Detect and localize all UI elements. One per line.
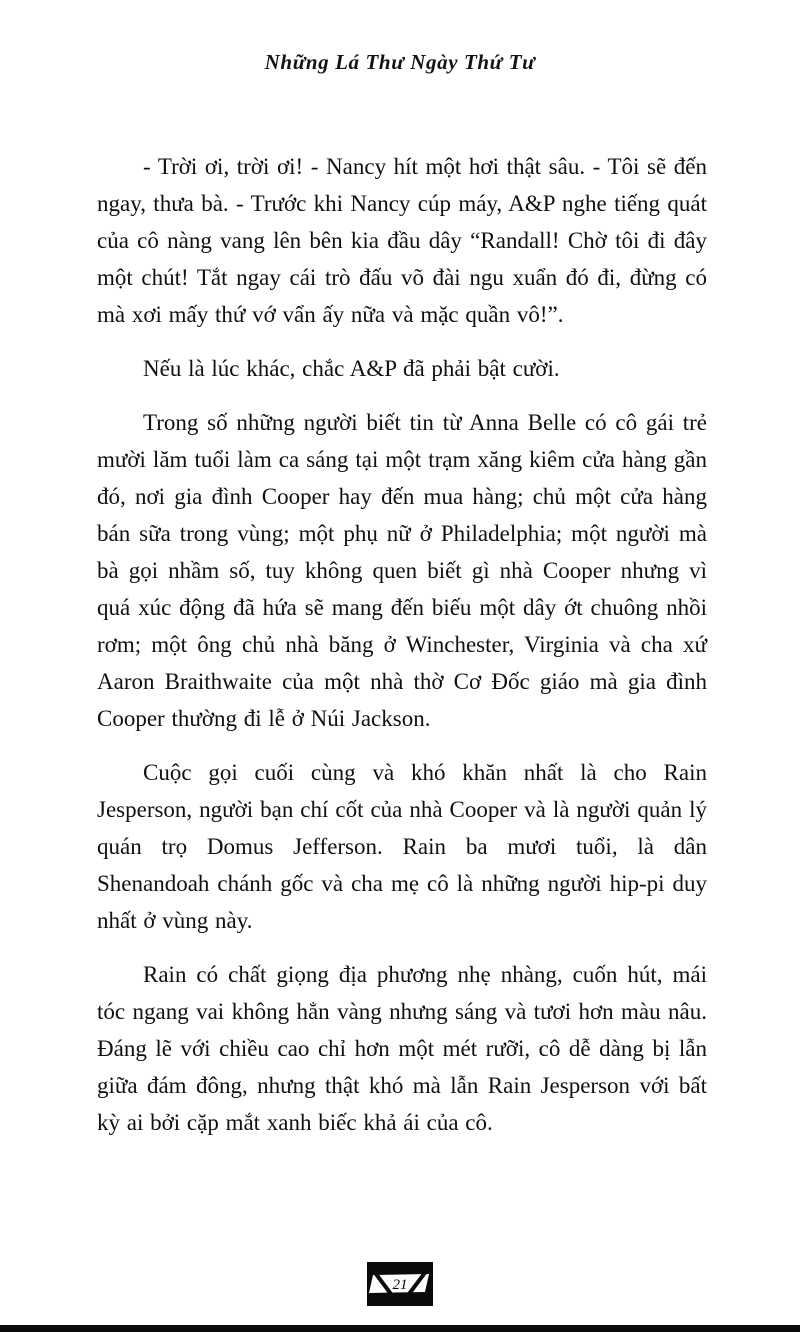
paragraph: Nếu là lúc khác, chắc A&P đã phải bật cười.	[143, 356, 560, 381]
running-header-title: Những Lá Thư Ngày Thứ Tư	[264, 50, 536, 74]
page-body	[97, 148, 707, 1158]
paragraph: - Trời ơi, trời ơi! - Nancy hít một hơi thật sâu. - Tôi sẽ đến ngay, thưa bà. - Trước khi Nancy cúp máy, A&P nghe tiếng quát của cô nàng vang lên bên kia đầu dây “Randall! Chờ tôi đi đây một chút! Tắt ngay cái trò đấu võ đài ngu xuẩn đó đi, đừng có mà xơi mấy thứ vớ vẩn ấy nữa và mặc quần vô!”.	[97, 154, 707, 327]
paragraph: Rain có chất giọng địa phương nhẹ nhàng, cuốn hút, mái tóc ngang vai không hẳn vàng nhưng sáng và tươi hơn màu nâu. Đáng lẽ với chiều cao chỉ hơn một mét rưỡi, cô dễ dàng bị lẫn giữa đám đông, nhưng thật khó mà lẫn Rain Jesperson với bất kỳ ai bởi cặp mắt xanh biếc khả ái của cô.	[97, 962, 707, 1135]
envelope-page-number-icon	[367, 1262, 433, 1306]
page-footer	[0, 1262, 800, 1306]
page-number: 21	[392, 1277, 408, 1293]
paragraph: Trong số những người biết tin từ Anna Belle có cô gái trẻ mười lăm tuổi làm ca sáng tại một trạm xăng kiêm cửa hàng gần đó, nơi gia đình Cooper hay đến mua hàng; chủ một cửa hàng bán sữa trong vùng; một phụ nữ ở Philadelphia; một người mà bà gọi nhầm số, tuy không quen biết gì nhà Cooper nhưng vì quá xúc động đã hứa sẽ mang đến biếu một dây ớt chuông nhồi rơm; một ông chủ nhà băng ở Winchester, Virginia và cha xứ Aaron Braithwaite của một nhà thờ Cơ Đốc giáo mà gia đình Cooper thường đi lễ ở Núi Jackson.	[97, 410, 707, 731]
paragraph: Cuộc gọi cuối cùng và khó khăn nhất là cho Rain Jesperson, người bạn chí cốt của nhà Cooper và là người quản lý quán trọ Domus Jefferson. Rain ba mươi tuổi, là dân Shenandoah chánh gốc và cha mẹ cô là những người hip-pi duy nhất ở vùng này.	[97, 760, 707, 933]
page-bottom-edge	[0, 1325, 800, 1332]
